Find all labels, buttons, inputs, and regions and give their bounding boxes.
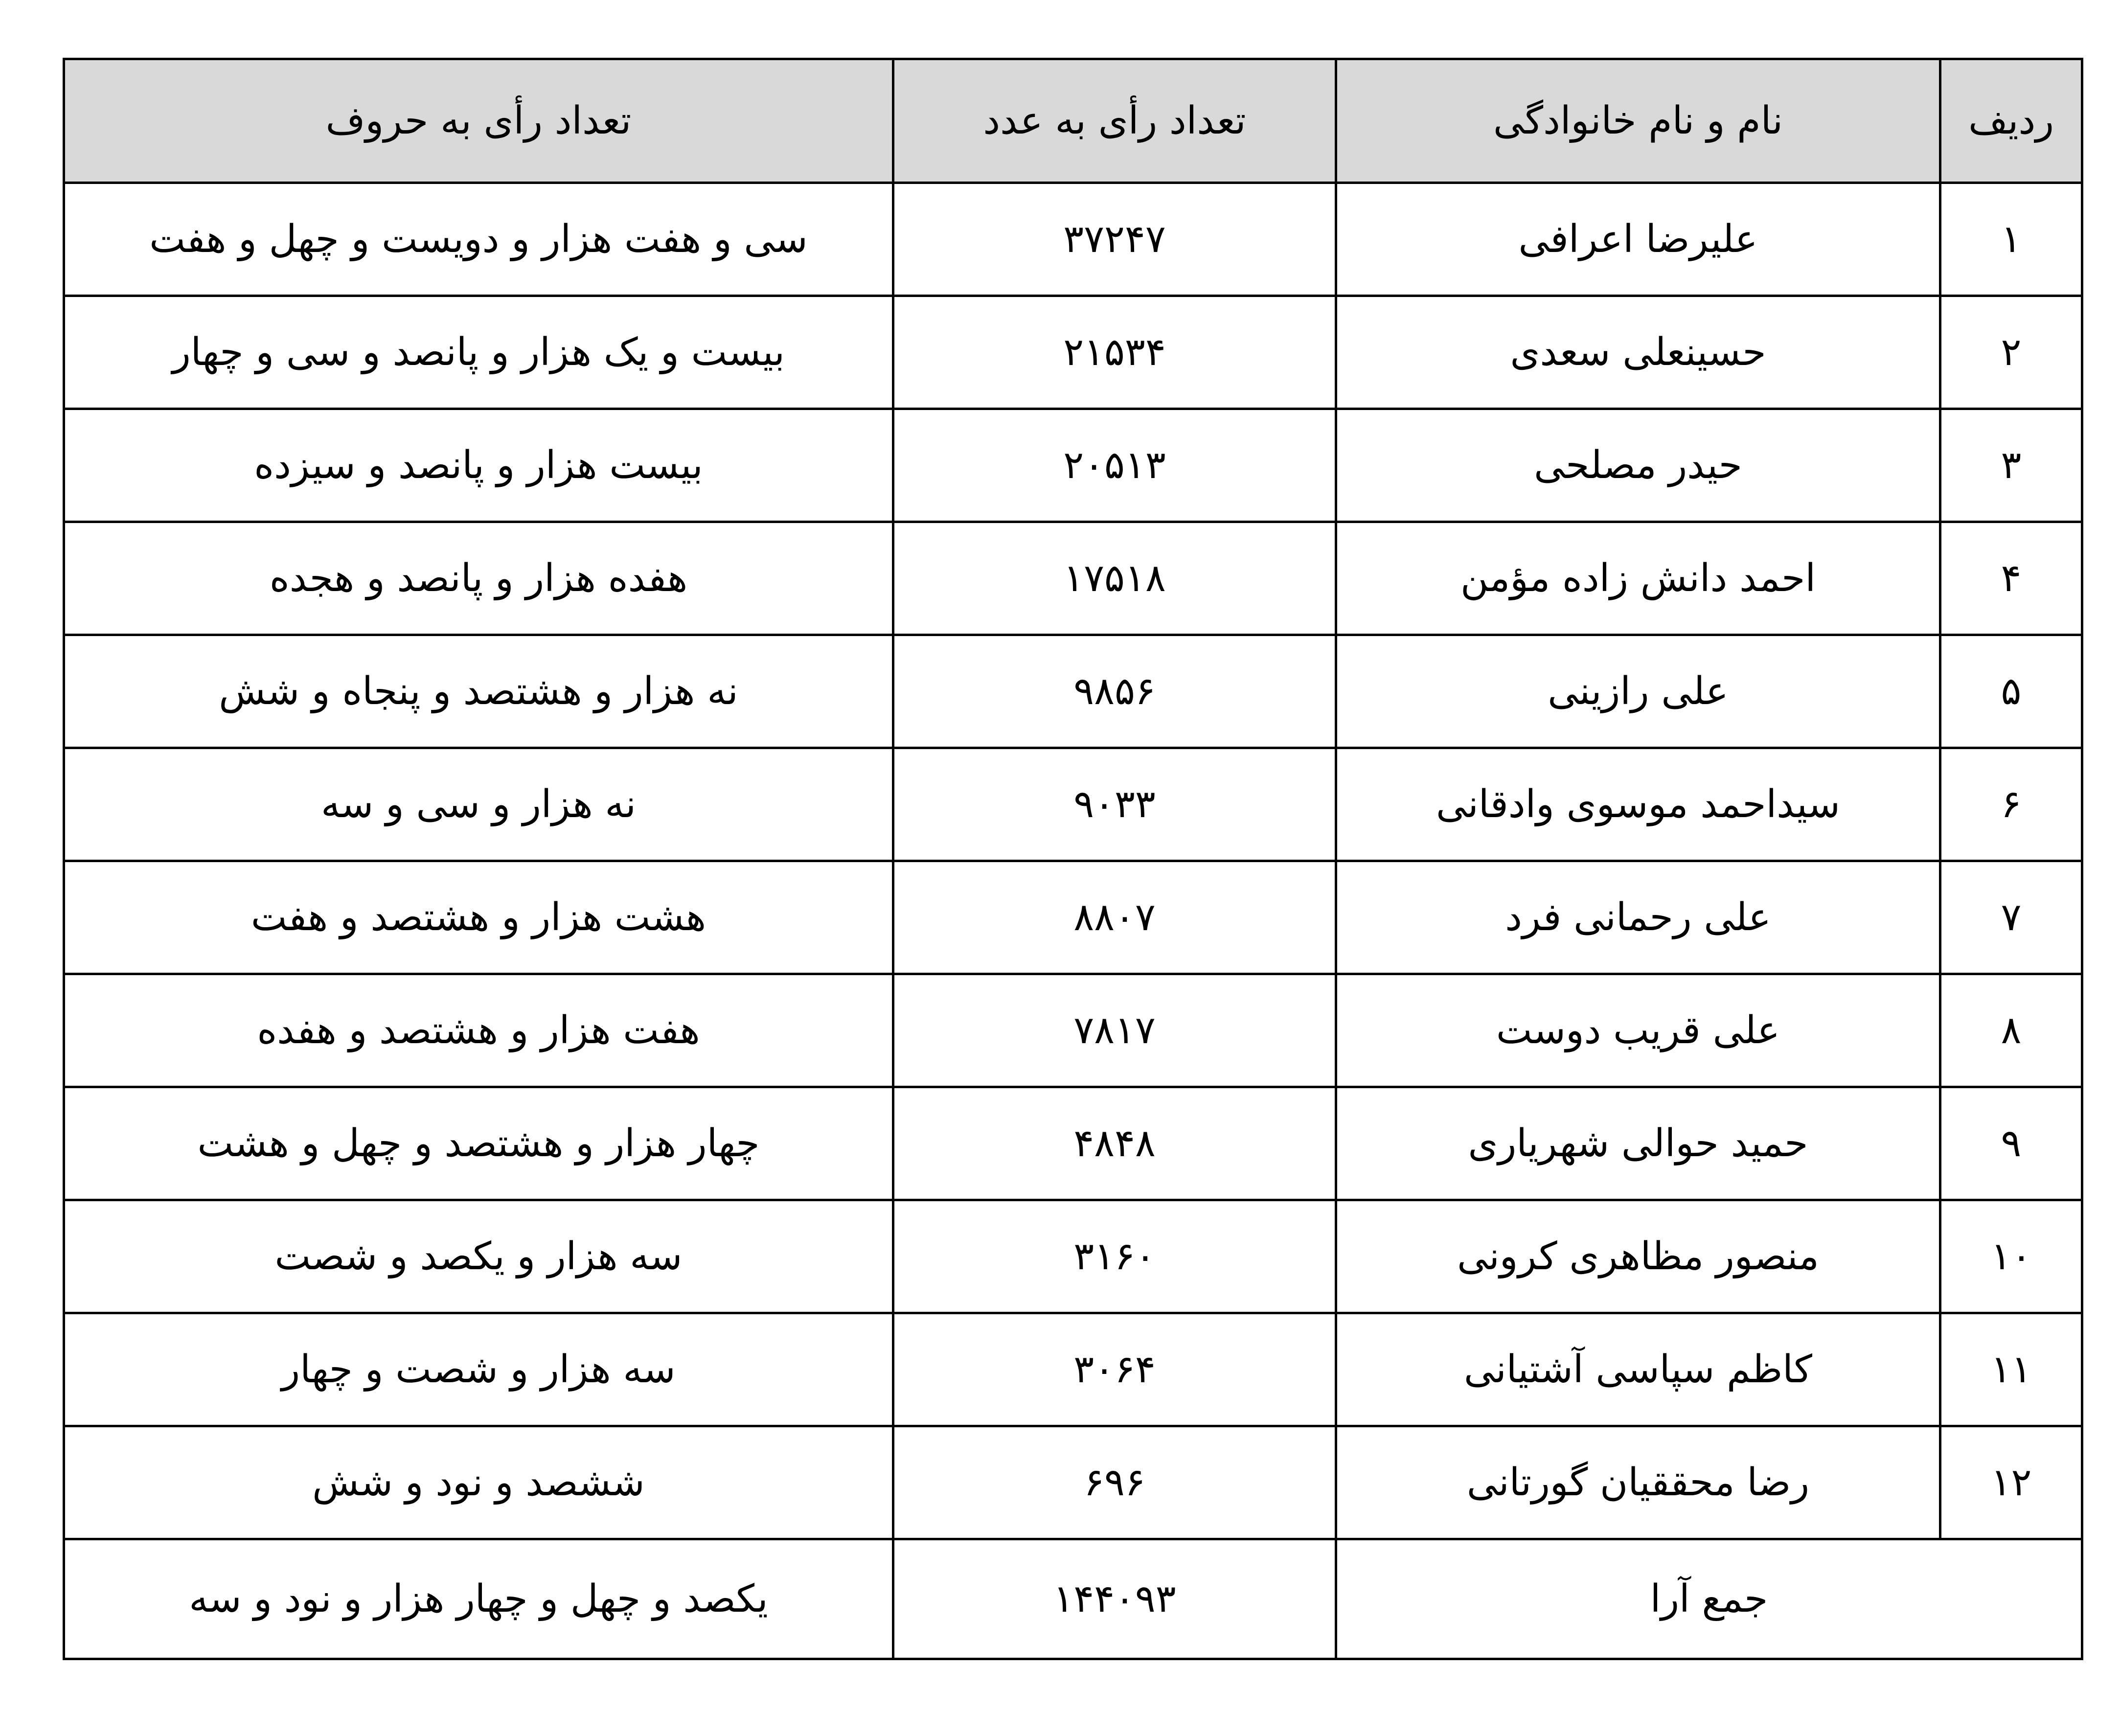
header-votes-number: تعداد رأی به عدد — [893, 59, 1336, 183]
candidate-name: حیدر مصلحی — [1336, 409, 1940, 522]
votes-number: ۳۷۲۴۷ — [893, 183, 1336, 296]
votes-number: ۹۰۳۳ — [893, 748, 1336, 861]
candidate-name: رضا محققیان گورتانی — [1336, 1426, 1940, 1539]
row-number: ۳ — [1940, 409, 2082, 522]
table-row — [64, 1200, 2082, 1313]
votes-number: ۱۷۵۱۸ — [893, 522, 1336, 635]
row-number: ۶ — [1940, 748, 2082, 861]
candidate-name: منصور مظاهری کرونی — [1336, 1200, 1940, 1313]
row-number: ۷ — [1940, 861, 2082, 974]
row-number: ۸ — [1940, 974, 2082, 1087]
table-row — [64, 1087, 2082, 1200]
votes-words: بیست و یک هزار و پانصد و سی و چهار — [64, 296, 893, 409]
row-number: ۹ — [1940, 1087, 2082, 1200]
table-row — [64, 1313, 2082, 1426]
votes-words: هفده هزار و پانصد و هجده — [64, 522, 893, 635]
candidate-name: حسینعلی سعدی — [1336, 296, 1940, 409]
total-row — [64, 1539, 2082, 1659]
header-full-name: نام و نام خانوادگی — [1336, 59, 1940, 183]
total-label: جمع آرا — [1336, 1539, 2082, 1659]
votes-words: ششصد و نود و شش — [64, 1426, 893, 1539]
table-row — [64, 1426, 2082, 1539]
total-votes-number: ۱۴۴۰۹۳ — [893, 1539, 1336, 1659]
votes-words: سه هزار و شصت و چهار — [64, 1313, 893, 1426]
votes-number: ۷۸۱۷ — [893, 974, 1336, 1087]
table-row — [64, 183, 2082, 296]
votes-number: ۳۱۶۰ — [893, 1200, 1336, 1313]
votes-words: هفت هزار و هشتصد و هفده — [64, 974, 893, 1087]
table-header-row — [64, 59, 2082, 183]
candidate-name: احمد دانش زاده مؤمن — [1336, 522, 1940, 635]
candidate-name: علی قریب دوست — [1336, 974, 1940, 1087]
candidate-name: علیرضا اعرافی — [1336, 183, 1940, 296]
candidate-name: علی رحمانی فرد — [1336, 861, 1940, 974]
candidate-name: سیداحمد موسوی وادقانی — [1336, 748, 1940, 861]
votes-words: نه هزار و سی و سه — [64, 748, 893, 861]
total-votes-words: یکصد و چهل و چهار هزار و نود و سه — [64, 1539, 893, 1659]
candidate-name: کاظم سپاسی آشتیانی — [1336, 1313, 1940, 1426]
votes-words: سه هزار و یکصد و شصت — [64, 1200, 893, 1313]
votes-number: ۳۰۶۴ — [893, 1313, 1336, 1426]
row-number: ۴ — [1940, 522, 2082, 635]
row-number: ۱ — [1940, 183, 2082, 296]
votes-table — [63, 58, 2083, 1660]
votes-words: نه هزار و هشتصد و پنجاه و شش — [64, 635, 893, 748]
votes-words: بیست هزار و پانصد و سیزده — [64, 409, 893, 522]
header-votes-words: تعداد رأی به حروف — [64, 59, 893, 183]
table-row — [64, 635, 2082, 748]
row-number: ۱۰ — [1940, 1200, 2082, 1313]
votes-number: ۶۹۶ — [893, 1426, 1336, 1539]
row-number: ۲ — [1940, 296, 2082, 409]
table-row — [64, 748, 2082, 861]
votes-number: ۸۸۰۷ — [893, 861, 1336, 974]
votes-number: ۴۸۴۸ — [893, 1087, 1336, 1200]
votes-number: ۹۸۵۶ — [893, 635, 1336, 748]
votes-words: هشت هزار و هشتصد و هفت — [64, 861, 893, 974]
header-row-number: ردیف — [1940, 59, 2082, 183]
row-number: ۵ — [1940, 635, 2082, 748]
table-row — [64, 409, 2082, 522]
candidate-name: حمید حوالی شهریاری — [1336, 1087, 1940, 1200]
table-row — [64, 296, 2082, 409]
row-number: ۱۲ — [1940, 1426, 2082, 1539]
votes-number: ۲۰۵۱۳ — [893, 409, 1336, 522]
table-row — [64, 522, 2082, 635]
votes-words: سی و هفت هزار و دویست و چهل و هفت — [64, 183, 893, 296]
table-row — [64, 861, 2082, 974]
table-row — [64, 974, 2082, 1087]
candidate-name: علی رازینی — [1336, 635, 1940, 748]
votes-words: چهار هزار و هشتصد و چهل و هشت — [64, 1087, 893, 1200]
row-number: ۱۱ — [1940, 1313, 2082, 1426]
votes-number: ۲۱۵۳۴ — [893, 296, 1336, 409]
